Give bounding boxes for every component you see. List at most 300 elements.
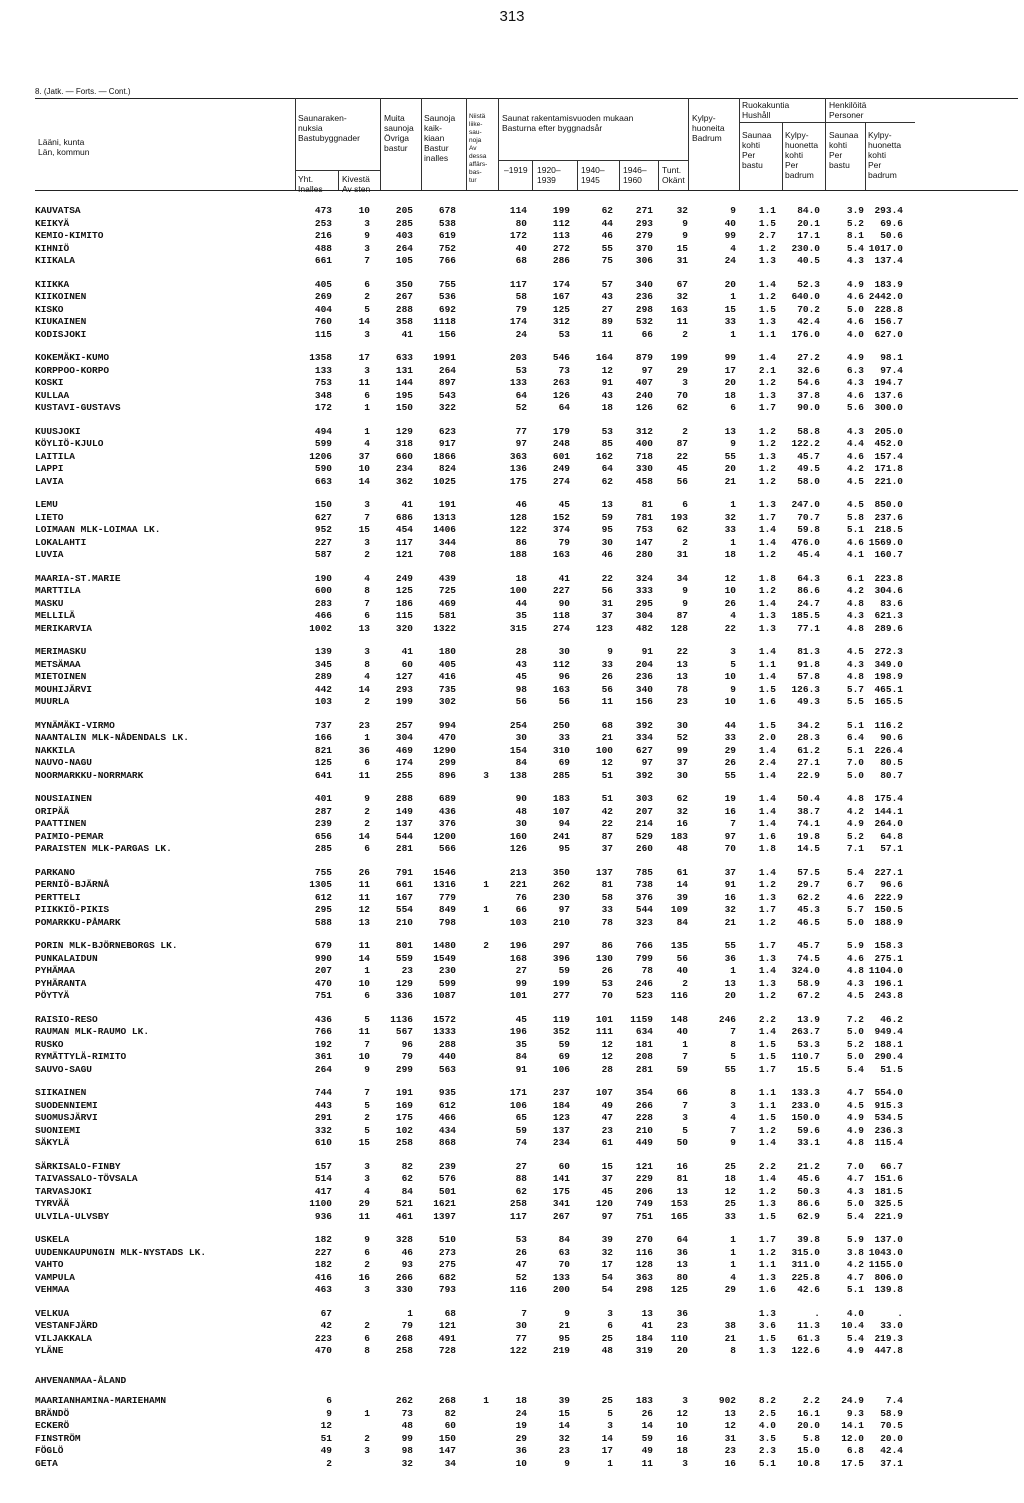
table-cell: 62.9 <box>797 1210 820 1222</box>
table-cell: 125 <box>395 585 413 596</box>
table-cell: 361 <box>314 1051 332 1062</box>
table-cell: 16 <box>676 1160 688 1172</box>
table-cell: 514 <box>314 1173 332 1184</box>
table-title: 8. (Jatk. — Forts. — Cont.) <box>35 87 131 96</box>
table-cell: 17.5 <box>841 1457 864 1469</box>
table-cell: 67 <box>676 278 688 290</box>
table-row <box>0 831 1024 843</box>
table-cell: 229 <box>635 1173 653 1184</box>
table-cell: 1.5 <box>758 719 776 731</box>
table-cell: 78 <box>601 916 613 928</box>
table-row <box>0 1284 1024 1296</box>
table-cell: 3 <box>364 536 370 548</box>
table-cell: 443 <box>314 1099 332 1111</box>
table-cell: 57.5 <box>797 866 820 878</box>
table-cell: 163 <box>552 683 570 695</box>
table-cell: 110.7 <box>791 1051 820 1062</box>
table-cell: 18 <box>724 389 736 401</box>
municipality-name: VAHTO <box>35 1259 64 1270</box>
table-cell: 1100 <box>309 1198 332 1209</box>
table-cell: 11 <box>358 377 370 388</box>
table-cell: 208 <box>635 1051 653 1062</box>
table-cell: 116 <box>670 990 688 1001</box>
table-cell: 150 <box>438 1432 456 1444</box>
table-cell: 60 <box>401 658 413 670</box>
table-cell: 223.8 <box>874 572 903 584</box>
table-cell: 403 <box>395 230 413 241</box>
table-cell: 5.2 <box>846 217 864 229</box>
table-cell: 22 <box>676 646 688 657</box>
table-cell: 27.1 <box>797 757 820 768</box>
table-cell: 466 <box>438 1112 456 1123</box>
table-cell: 23 <box>601 1124 613 1136</box>
table-cell: 13 <box>358 916 370 928</box>
table-cell: 223 <box>314 1332 332 1344</box>
table-cell: 563 <box>438 1063 456 1075</box>
table-cell: 751 <box>314 990 332 1001</box>
table-cell: 216 <box>314 230 332 241</box>
table-cell: 4.3 <box>846 425 864 437</box>
table-cell: 210 <box>395 916 413 928</box>
table-cell: 295 <box>635 597 653 609</box>
table-cell: 718 <box>635 450 653 462</box>
table-cell: 51 <box>601 793 613 804</box>
table-cell: 559 <box>395 952 413 964</box>
table-cell: 332 <box>314 1124 332 1136</box>
table-cell: 58.9 <box>797 977 820 989</box>
page-number: 313 <box>499 8 525 25</box>
table-cell: 1.4 <box>758 597 776 609</box>
table-cell: 163 <box>552 549 570 560</box>
table-cell: 6 <box>364 843 370 854</box>
table-cell: 45 <box>515 1013 527 1025</box>
table-cell: 9.3 <box>846 1407 864 1419</box>
table-cell: 5.9 <box>846 1234 864 1245</box>
header-region: Lääni, kunta Län, kommun <box>38 137 90 157</box>
table-cell: 122.2 <box>791 438 820 449</box>
table-cell: 340 <box>635 683 653 695</box>
table-cell: 17 <box>724 364 736 376</box>
table-cell: 31 <box>676 549 688 560</box>
table-row <box>0 1247 1024 1259</box>
municipality-name: KEIKYÄ <box>35 217 70 229</box>
table-cell: 46 <box>401 1246 413 1258</box>
table-cell: 330 <box>635 463 653 474</box>
table-cell: 42 <box>320 1320 332 1331</box>
table-cell: 1621 <box>433 1198 456 1209</box>
table-row <box>0 720 1024 732</box>
table-cell: 37.1 <box>880 1457 903 1469</box>
table-cell: 167 <box>552 291 570 302</box>
municipality-name: LAITILA <box>35 450 75 462</box>
municipality-name: KIIKKA <box>35 278 70 290</box>
table-cell: 20 <box>724 377 736 388</box>
table-cell: 55 <box>724 450 736 462</box>
table-cell: 128 <box>509 511 527 523</box>
table-cell: 62 <box>515 1185 527 1197</box>
table-cell: 6 <box>364 278 370 290</box>
table-cell: 1.4 <box>758 1137 776 1148</box>
header-divider <box>295 98 296 190</box>
table-cell: 188.1 <box>874 1038 903 1050</box>
table-cell: 1.2 <box>758 1246 776 1258</box>
table-cell: 5 <box>730 1051 736 1062</box>
table-cell: 102 <box>395 1124 413 1136</box>
table-cell: 785 <box>635 866 653 878</box>
table-cell: 14 <box>358 830 370 842</box>
table-row <box>0 1039 1024 1051</box>
table-cell: 4 <box>364 438 370 449</box>
table-cell: 849 <box>438 904 456 915</box>
table-cell: 9 <box>730 1137 736 1148</box>
table-cell: 123 <box>595 622 613 634</box>
header-divider <box>658 160 659 190</box>
table-cell: 619 <box>438 230 456 241</box>
table-cell: 70 <box>724 843 736 854</box>
table-cell: 32 <box>676 805 688 817</box>
table-row <box>0 965 1024 977</box>
table-cell: 100 <box>595 744 613 756</box>
municipality-name: LAPPI <box>35 463 64 474</box>
table-cell: 36 <box>358 744 370 756</box>
table-cell: 601 <box>552 450 570 462</box>
table-cell: 1.3 <box>758 499 776 510</box>
table-cell: 949.4 <box>874 1026 903 1037</box>
table-cell: 1 <box>364 1407 370 1419</box>
table-cell: 1.2 <box>758 475 776 487</box>
table-cell: 6 <box>364 389 370 401</box>
table-cell: 29 <box>676 364 688 376</box>
table-cell: 93 <box>401 1259 413 1270</box>
table-cell: 239 <box>438 1160 456 1172</box>
table-cell: 263 <box>552 377 570 388</box>
table-cell: 554 <box>395 904 413 915</box>
table-cell: 5.0 <box>846 916 864 928</box>
municipality-name: KEMIO-KIMITO <box>35 230 104 241</box>
table-cell: 59.8 <box>797 524 820 535</box>
table-cell: 77 <box>515 425 527 437</box>
table-cell: 1546 <box>433 866 456 878</box>
table-row <box>0 1234 1024 1246</box>
table-cell: 304.6 <box>874 585 903 596</box>
table-cell: 247.0 <box>791 499 820 510</box>
table-cell: 36 <box>724 952 736 964</box>
table-cell: 1.1 <box>758 1087 776 1098</box>
municipality-name: MUURLA <box>35 696 70 707</box>
table-row <box>0 953 1024 965</box>
table-cell: 84 <box>676 916 688 928</box>
table-cell: 1.4 <box>758 965 776 976</box>
table-cell: 12.0 <box>841 1432 864 1444</box>
table-cell: 222.9 <box>874 891 903 903</box>
table-cell: 29 <box>724 1284 736 1295</box>
table-cell: 23 <box>401 965 413 976</box>
table-cell: 663 <box>314 475 332 487</box>
table-cell: 14 <box>558 1420 570 1431</box>
table-cell: 49.5 <box>797 463 820 474</box>
table-cell: 78 <box>676 683 688 695</box>
table-cell: 8 <box>364 658 370 670</box>
table-cell: 174 <box>395 757 413 768</box>
table-cell: 20.1 <box>797 217 820 229</box>
table-cell: 491 <box>438 1332 456 1344</box>
table-cell: 179 <box>552 425 570 437</box>
table-cell: 16 <box>676 818 688 829</box>
table-cell: 297 <box>552 940 570 951</box>
table-row <box>0 402 1024 414</box>
table-cell: 20.0 <box>880 1432 903 1444</box>
table-cell: 68 <box>515 255 527 266</box>
municipality-name: GETA <box>35 1457 58 1469</box>
table-cell: 22 <box>601 818 613 829</box>
table-cell: 641 <box>314 769 332 781</box>
table-cell: 318 <box>395 438 413 449</box>
table-cell: 33 <box>601 904 613 915</box>
table-cell: 150 <box>314 499 332 510</box>
table-cell: 1.8 <box>758 572 776 584</box>
table-cell: 228.8 <box>874 303 903 315</box>
table-cell: 41 <box>558 572 570 584</box>
table-cell: 77.1 <box>797 622 820 634</box>
municipality-name: KULLAA <box>35 389 70 401</box>
table-cell: 41 <box>401 328 413 340</box>
table-cell: 172 <box>314 402 332 413</box>
table-cell: 469 <box>395 744 413 756</box>
table-cell: 6 <box>364 1246 370 1258</box>
table-cell: 349.0 <box>874 658 903 670</box>
header-divider <box>532 160 533 190</box>
table-cell: 198.9 <box>874 671 903 682</box>
table-cell: 45.4 <box>797 549 820 560</box>
table-cell: 324.0 <box>791 965 820 976</box>
table-cell: 34 <box>676 572 688 584</box>
table-cell: 5.5 <box>846 696 864 707</box>
table-row <box>0 255 1024 267</box>
table-cell: 2 <box>364 1320 370 1331</box>
table-cell: 29 <box>724 744 736 756</box>
table-cell: 7 <box>364 1038 370 1050</box>
table-cell: 137.4 <box>874 255 903 266</box>
table-cell: 112 <box>552 217 570 229</box>
table-cell: 1.7 <box>758 940 776 951</box>
table-cell: 272 <box>552 242 570 254</box>
table-cell: 39.8 <box>797 1234 820 1245</box>
table-row <box>0 329 1024 341</box>
table-cell: 199 <box>552 977 570 989</box>
table-cell: 176.0 <box>791 328 820 340</box>
table-cell: 470 <box>438 732 456 743</box>
table-cell: 1104.0 <box>868 965 903 976</box>
table-cell: 26 <box>601 671 613 682</box>
table-cell: 546 <box>552 352 570 363</box>
table-cell: 766 <box>438 255 456 266</box>
table-cell: 1.3 <box>758 255 776 266</box>
table-cell: 1.5 <box>758 1038 776 1050</box>
table-cell: 239 <box>314 818 332 829</box>
table-cell: 3 <box>364 217 370 229</box>
table-cell: 1 <box>483 1395 489 1406</box>
table-cell: 2 <box>364 696 370 707</box>
table-cell: 5.1 <box>846 1284 864 1295</box>
table-cell: 11 <box>358 1210 370 1222</box>
municipality-name: KOSKI <box>35 377 64 388</box>
table-cell: 53 <box>601 977 613 989</box>
table-cell: 798 <box>438 916 456 928</box>
table-cell: 627 <box>314 511 332 523</box>
table-cell: 62 <box>676 793 688 804</box>
table-cell: 13 <box>724 425 736 437</box>
table-cell: 1 <box>730 536 736 548</box>
table-cell: 246 <box>635 977 653 989</box>
table-cell: 3 <box>682 1457 688 1469</box>
table-cell: 7 <box>364 255 370 266</box>
table-cell: 110 <box>670 1332 688 1344</box>
table-cell: 115 <box>395 610 413 621</box>
table-cell: 9 <box>730 205 736 216</box>
table-cell: 416 <box>314 1271 332 1283</box>
table-row <box>0 659 1024 671</box>
table-cell: 30 <box>676 769 688 781</box>
table-cell: 1.2 <box>758 585 776 596</box>
table-cell: 114 <box>509 205 527 216</box>
header-divider <box>577 160 578 190</box>
table-cell: 70 <box>601 990 613 1001</box>
table-cell: 1017.0 <box>868 242 903 254</box>
municipality-name: NOORMARKKU-NORRMARK <box>35 769 144 781</box>
table-cell: 4 <box>364 572 370 584</box>
table-row <box>0 390 1024 402</box>
table-cell: 1.7 <box>758 904 776 915</box>
table-cell: 23 <box>676 696 688 707</box>
table-cell: 6 <box>364 990 370 1001</box>
header-y1940: 1940– 1945 <box>581 165 605 185</box>
table-cell: 14 <box>601 1432 613 1444</box>
table-cell: 200 <box>552 1284 570 1295</box>
header-divider <box>825 98 826 190</box>
table-cell: 3 <box>364 499 370 510</box>
table-cell: 20 <box>676 1345 688 1356</box>
table-cell: 113 <box>552 230 570 241</box>
municipality-name: LOKALAHTI <box>35 536 87 548</box>
table-cell: 52 <box>515 402 527 413</box>
table-cell: 1.4 <box>758 744 776 756</box>
table-cell: 165 <box>670 1210 688 1222</box>
municipality-name: MASKU <box>35 597 64 609</box>
table-cell: 1569.0 <box>868 536 903 548</box>
table-cell: 240 <box>635 389 653 401</box>
table-cell: 52 <box>515 1271 527 1283</box>
table-cell: 896 <box>438 769 456 781</box>
table-cell: 1155.0 <box>868 1259 903 1270</box>
table-cell: 196 <box>509 940 527 951</box>
table-cell: 81 <box>676 1173 688 1184</box>
table-cell: 98.1 <box>880 352 903 363</box>
table-cell: 656 <box>314 830 332 842</box>
table-cell: 17.1 <box>797 230 820 241</box>
table-cell: 287 <box>314 805 332 817</box>
table-cell: 725 <box>438 585 456 596</box>
table-cell: 47 <box>515 1259 527 1270</box>
table-cell: 1 <box>364 965 370 976</box>
table-cell: 14.1 <box>841 1420 864 1431</box>
table-cell: 248 <box>552 438 570 449</box>
table-cell: 249 <box>395 572 413 584</box>
table-cell: 7 <box>364 1087 370 1098</box>
table-cell: 5.1 <box>758 1457 776 1469</box>
table-cell: 289.6 <box>874 622 903 634</box>
table-cell: 5 <box>607 1407 613 1419</box>
table-cell: 13 <box>676 1185 688 1197</box>
table-cell: 13.9 <box>797 1013 820 1025</box>
table-cell: 153 <box>670 1198 688 1209</box>
table-cell: 587 <box>314 549 332 560</box>
header-divider <box>619 160 620 190</box>
table-cell: 30 <box>515 818 527 829</box>
municipality-name: LUVIA <box>35 549 64 560</box>
header-ruoka: Ruokakuntia Hushåll <box>742 100 790 120</box>
table-cell: 117 <box>509 1210 527 1222</box>
header-divider <box>421 98 422 190</box>
table-cell: 1.4 <box>758 278 776 290</box>
table-cell: 917 <box>438 438 456 449</box>
table-cell: 6.3 <box>846 364 864 376</box>
table-cell: 24 <box>515 1407 527 1419</box>
table-cell: 661 <box>395 879 413 890</box>
municipality-name: UUDENKAUPUNGIN MLK-NYSTADS LK. <box>35 1246 207 1258</box>
table-cell: 3.9 <box>846 205 864 216</box>
table-cell: 26 <box>515 1246 527 1258</box>
table-cell: 793 <box>438 1284 456 1295</box>
table-row <box>0 696 1024 708</box>
table-row <box>0 1198 1024 1210</box>
table-cell: 41 <box>641 1320 653 1331</box>
table-cell: 1.6 <box>758 1284 776 1295</box>
municipality-name: MYNÄMÄKI-VIRMO <box>35 719 115 731</box>
table-cell: 2 <box>364 805 370 817</box>
table-cell: 915.3 <box>874 1099 903 1111</box>
table-cell: 79 <box>401 1051 413 1062</box>
table-cell: 311.0 <box>791 1259 820 1270</box>
table-cell: 627 <box>635 744 653 756</box>
table-cell: 5.4 <box>846 1063 864 1075</box>
table-cell: 5 <box>364 1124 370 1136</box>
table-cell: 66 <box>515 904 527 915</box>
table-cell: 1.4 <box>758 536 776 548</box>
table-cell: 199 <box>552 205 570 216</box>
table-cell: 1 <box>730 499 736 510</box>
table-cell: 3 <box>682 1395 688 1406</box>
table-cell: 117 <box>509 278 527 290</box>
table-cell: 221.9 <box>874 1210 903 1222</box>
table-cell: 221 <box>509 879 527 890</box>
table-cell: 154 <box>509 744 527 756</box>
table-cell: 25 <box>601 1332 613 1344</box>
table-cell: 125 <box>552 303 570 315</box>
table-cell: 62 <box>676 524 688 535</box>
table-cell: 33 <box>558 732 570 743</box>
table-cell: 13 <box>724 1407 736 1419</box>
table-cell: 5.0 <box>846 1051 864 1062</box>
table-cell: 1.1 <box>758 205 776 216</box>
table-cell: 12 <box>601 364 613 376</box>
table-cell: 266 <box>395 1271 413 1283</box>
table-cell: 24 <box>515 328 527 340</box>
table-row <box>0 377 1024 389</box>
table-cell: 156 <box>438 328 456 340</box>
table-cell: 27.2 <box>797 352 820 363</box>
table-cell: 254 <box>509 719 527 731</box>
table-cell: 3 <box>364 1284 370 1295</box>
